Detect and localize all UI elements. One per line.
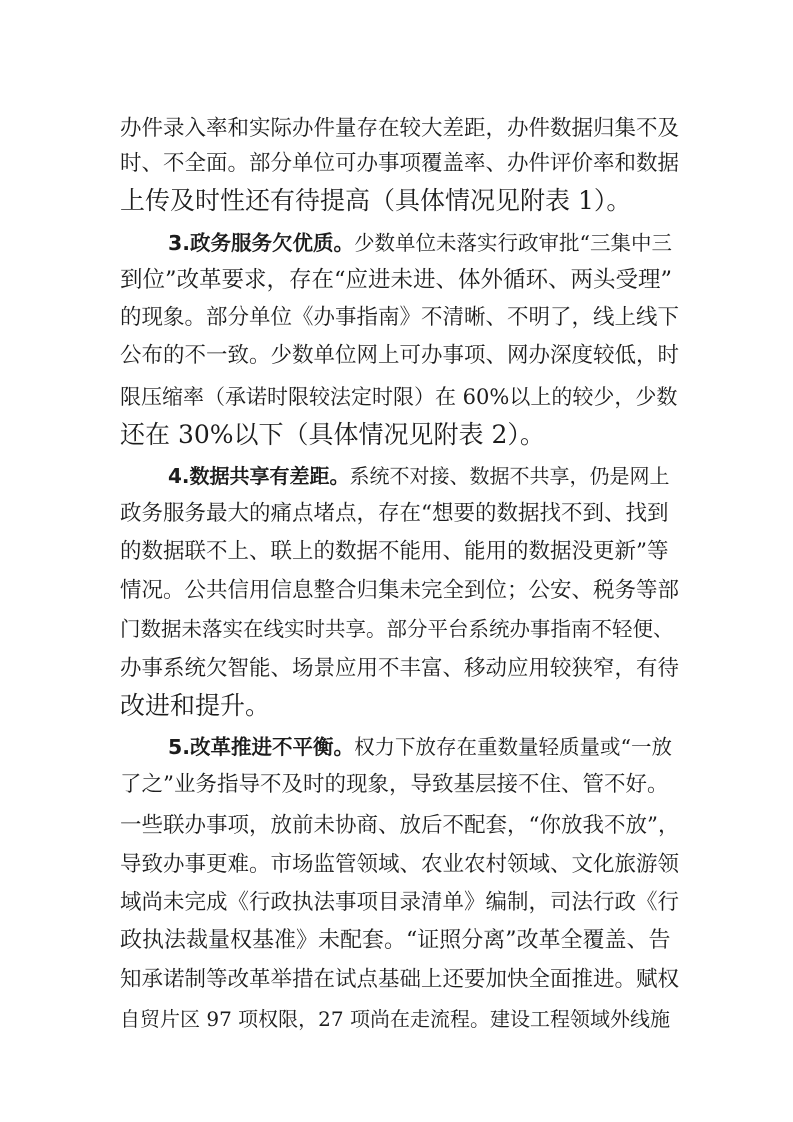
paragraph-line: 上传及时性还有待提高（具体情况见附表 1）。	[120, 186, 632, 215]
section-3-heading: 3.政务服务欠优质。	[168, 231, 355, 255]
paragraph-line: 办件录入率和实际办件量存在较大差距，办件数据归集不及	[120, 116, 680, 141]
paragraph-line: 导致办事更难。市场监管领域、农业农村领域、文化旅游领	[120, 852, 680, 877]
paragraph-line: 的现象。部分单位《办事指南》不清晰、不明了，线上线下	[120, 305, 680, 330]
paragraph-line: 到位”改革要求，存在“应进未进、体外循环、两头受理”	[120, 267, 673, 293]
paragraph-line: 限压缩率（承诺时限较法定时限）在 60%以上的较少，少数	[120, 385, 678, 409]
paragraph-line: 自贸片区 97 项权限，27 项尚在走流程。建设工程领域外线施	[120, 1007, 670, 1031]
paragraph-line: 还在 30%以下（具体情况见附表 2）。	[120, 420, 545, 449]
paragraph-line: 一些联办事项，放前未协商、放后不配套，“你放我不放”，	[120, 813, 680, 838]
paragraph-line: 公布的不一致。少数单位网上可办事项、网办深度较低，时	[120, 343, 680, 368]
paragraph-line: 办事系统欠智能、场景应用不丰富、移动应用较狭窄，有待	[120, 656, 680, 681]
paragraph-line: 改进和提升。	[120, 691, 271, 720]
section-4-text: 系统不对接、数据不共享，仍是网上	[349, 464, 670, 488]
section-5-heading: 5.改革推进不平衡。	[168, 735, 355, 759]
section-5-text: 权力下放存在重数量轻质量或“一放	[354, 735, 673, 759]
paragraph-line: 了之”业务指导不及时的现象，导致基层接不住、管不好。	[120, 772, 669, 797]
paragraph-line: 门数据未落实在线实时共享。部分平台系统办事指南不轻便、	[120, 617, 674, 641]
section-3-first-line	[168, 226, 680, 260]
section-5-first-line	[168, 730, 680, 764]
section-4-heading: 4.数据共享有差距。	[168, 464, 350, 488]
paragraph-line: 时、不全面。部分单位可办事项覆盖率、办件评价率和数据	[120, 151, 680, 176]
section-4-first-line	[168, 459, 680, 493]
paragraph-line: 政务服务最大的痛点堵点，存在“想要的数据找不到、找到	[120, 501, 669, 526]
paragraph-line: 的数据联不上、联上的数据不能用、能用的数据没更新”等	[120, 539, 669, 564]
paragraph-line: 情况。公共信用信息整合归集未完全到位；公安、税务等部	[120, 578, 680, 603]
paragraph-line: 域尚未完成《行政执法事项目录清单》编制，司法行政《行	[120, 890, 680, 915]
paragraph-line: 政执法裁量权基准》未配套。“证照分离”改革全覆盖、告	[120, 928, 671, 953]
paragraph-line: 知承诺制等改革举措在试点基础上还要加快全面推进。赋权	[120, 967, 680, 992]
section-3-text: 少数单位未落实行政审批“三集中三	[354, 231, 673, 255]
